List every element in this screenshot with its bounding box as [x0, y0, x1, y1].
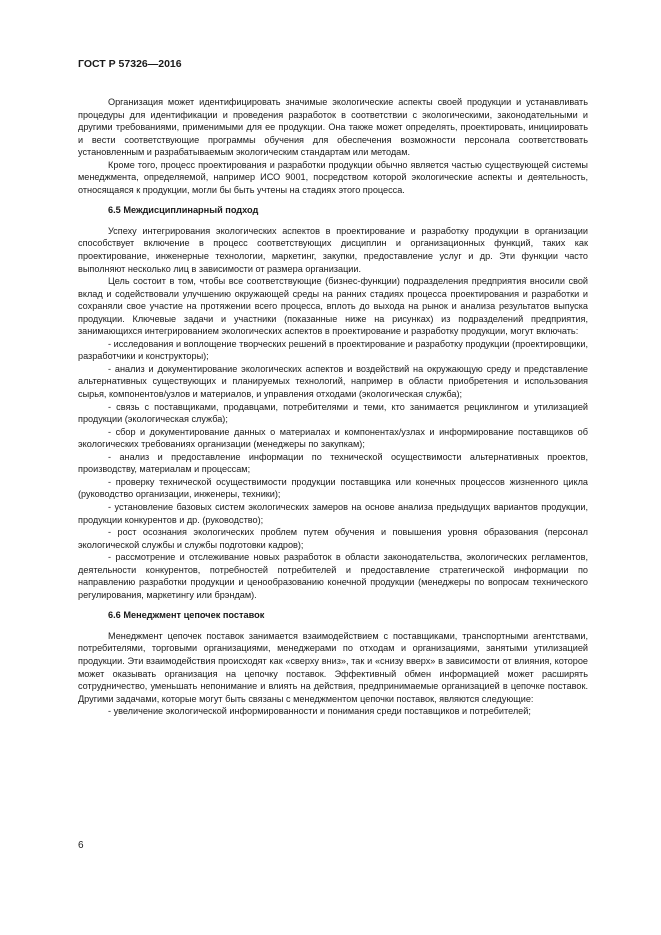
section-heading-6-6: 6.6 Менеджмент цепочек поставок: [108, 610, 265, 621]
page-content: [78, 96, 588, 718]
list-item: - установление базовых систем экологических замеров на основе анализа предыдущих вариантов продукции, продукции конкурентов и др. (руководство);: [78, 501, 588, 525]
list-item: - анализ и предоставление информации по технической осуществимости альтернативных проектов, производству, материалам и процессам;: [78, 451, 588, 475]
document-header: ГОСТ Р 57326—2016: [78, 58, 182, 70]
intro-paragraph: Кроме того, процесс проектирования и разработки продукции обычно является частью существующей системы менеджмента, определяемой, например ИСО 9001, посредством которой экологические аспекты и деятельность, относящаяся к продукции, могли бы быть учтены на стадиях этого процесса.: [78, 159, 588, 195]
section-paragraph: Цель состоит в том, чтобы все соответствующие (бизнес-функции) подразделения предприятия вносили свой вклад и содействовали улучшению окружающей среды на ранних стадиях процесса проектирования и разработки и сохраняли свое участие на протяжении всего процесса, вплоть до выхода на рынок и анализа результатов выпуска продукции. Ключевые задачи и участники (показанные ниже на рисунках) из подразделений предприятия, занимающихся интегрированием экологических аспектов в проектирование и разработку продукции, могут включать:: [78, 276, 588, 337]
list-item: - проверку технической осуществимости продукции поставщика или конечных процессов жизненного цикла (руководство организации, инженеры, техники);: [78, 476, 588, 500]
list-item: - анализ и документирование экологических аспектов и воздействий на окружающую среду и представление альтернативных существующих и планируемых технологий, например в области приобретения и использования сырья, компонентов/узлов и материалов, и управления отходами (экологическая служба);: [78, 363, 588, 400]
section-paragraph: Успеху интегрирования экологических аспектов в проектирование и разработку продукции в организации способствует включение в процесс соответствующих дисциплин и организационных функций, таких как проектирование, инженерные технологии, маркетинг, закупки, предоставление услуг и др. Эти функции часто выполняют несколько лиц в зависимости от размера организации.: [78, 225, 588, 274]
list-item: - сбор и документирование данных о материалах и компонентах/узлах и информирование поставщиков об экологических требованиях организации (менеджеры по закупкам);: [78, 426, 588, 450]
list-item: - увеличение экологической информированности и понимания среди поставщиков и потребителей;: [108, 706, 531, 717]
section-paragraph: Менеджмент цепочек поставок занимается взаимодействием с поставщиками, транспортными агентствами, потребителями, торговыми организациями, менеджерами по отходам и организациями, занятыми утилизацией продукции. Эти взаимодействия происходят как «сверху вниз», так и «снизу вверх» в зависимости от влияния, которое может оказывать организация на цепочку поставок. Эффективный обмен информацией может расширять сотрудничество, уменьшать непонимание и влиять на действия, предпринимаемые организацией в цепочке поставок. Другими задачами, которые могут быть связаны с менеджментом цепочки поставок, являются следующие:: [78, 630, 588, 704]
page-number: 6: [78, 840, 84, 851]
list-item: - исследования и воплощение творческих решений в проектирование и разработку продукции (проектировщики, разработчики и конструкторы);: [78, 338, 588, 362]
list-item: - связь с поставщиками, продавцами, потребителями и теми, кто занимается рециклингом и утилизацией продукции (экологическая служба);: [78, 401, 588, 425]
section-heading-6-5: 6.5 Междисциплинарный подход: [108, 205, 259, 216]
list-item: - рост осознания экологических проблем путем обучения и повышения уровня образования (персонал экологической службы и службы подготовки кадров);: [78, 527, 588, 550]
list-item: - рассмотрение и отслеживание новых разработок в области законодательства, экологических регламентов, деятельности конкурентов, потребностей потребителей и предоставление стратегической информации по направлению разработки продукции и ценообразованию конечной продукции (менеджеры по вопросам технического регулирования, маркетингу или брэндам).: [78, 552, 588, 600]
intro-paragraph: Организация может идентифицировать значимые экологические аспекты своей продукции и устанавливать процедуры для идентификации и проведения разработок в соответствии с экологическими, законодательными и другими требованиями, применимыми для ее продукции. Она также может определять, проектировать, инициировать и вести соответствующие программы обучения для обеспечения возможности персонала соответствовать установленным и разрабатываемым экологическим стандартам или методам.: [78, 97, 588, 158]
